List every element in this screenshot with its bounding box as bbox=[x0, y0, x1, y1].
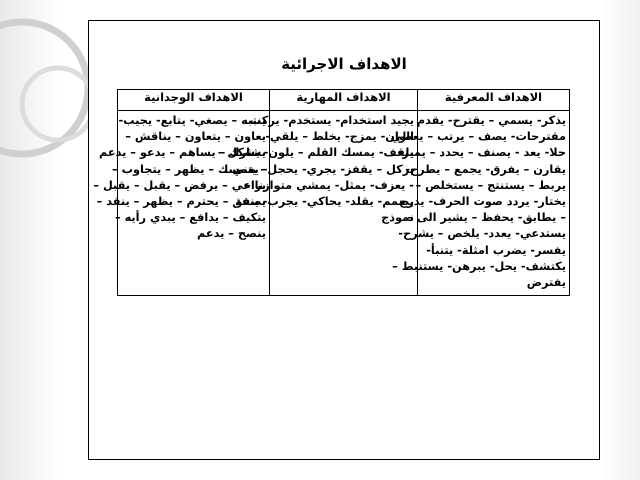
content-frame bbox=[88, 20, 600, 460]
list-item: ينصح – يدعم bbox=[197, 227, 266, 241]
table-row bbox=[118, 111, 570, 296]
list-item: – يطابق- يحفظ – يشير الى – bbox=[407, 211, 566, 225]
list-item: يركل – يقفز- يجري- يحجل- يغني bbox=[232, 162, 414, 176]
list-item: يقارن – يفرق- يجمع – يطرح- bbox=[405, 162, 566, 176]
list-item: يجيد استخدام- يستخدم- يركب bbox=[249, 114, 414, 127]
list-item: الوان- يمزج- يخلط – يلقي- bbox=[265, 130, 414, 144]
cell-affective bbox=[93, 111, 270, 296]
list-item: يصمم- يقلد- يحاكي- يجرب- ينفذ bbox=[235, 195, 414, 209]
list-item: يشارك – يساهم – يدعو – يدعم bbox=[99, 146, 266, 160]
list-item: ينتبه – يصغي- يتابع- يجيب- bbox=[118, 114, 266, 127]
header-cognitive: الاهداف المعرفية bbox=[418, 90, 570, 111]
list-item: يكتشف- يحل- يبرهن- يستنبط – bbox=[392, 259, 566, 273]
list-item: يصفق – يحترم – يظهر – ينقد – bbox=[96, 195, 266, 209]
list-item: يربط – يستنتج – يستخلص – bbox=[415, 178, 566, 192]
list-item: يفسر- يضرب امثلة- يتنبأ- bbox=[426, 243, 566, 257]
list-item: حلا- يعد - يصنف – يحدد – يميز- bbox=[397, 146, 566, 160]
list-item: يستدعي- يعدد- يلخص – يشرح- bbox=[398, 227, 566, 241]
list-item: - يعزف- يمثل- يمشي متوازنا – bbox=[245, 178, 414, 192]
objectives-table bbox=[93, 89, 570, 296]
list-item: يذكر- يسمي – يقترح- يقدم bbox=[416, 114, 566, 127]
list-item: يفترض bbox=[526, 276, 566, 290]
header-affective: الاهداف الوجدانية bbox=[118, 90, 270, 111]
page-title: الاهداف الاجرائية bbox=[281, 55, 407, 73]
list-item: يختار- يردد صوت الحرف- يدرج bbox=[399, 195, 566, 209]
list-item: – يتمسك – يظهر – يتجاوب – bbox=[112, 162, 266, 176]
header-skills: الاهداف المهارية bbox=[270, 90, 418, 111]
list-item: يراعي – يرفض – يقبل – يقبل – bbox=[93, 178, 266, 192]
list-item: نموذج bbox=[381, 211, 414, 225]
list-item: يعاون – يتعاون – يناقش – bbox=[125, 130, 266, 144]
list-item: مقترحات- يصف – يرتب – يعطي bbox=[390, 130, 566, 144]
list-item: يتكيف – يدافع – يبدي رأيه – bbox=[115, 211, 266, 225]
list-item: يلقف- يمسك القلم – يلون- يشكل – bbox=[217, 146, 414, 160]
header-row bbox=[118, 90, 570, 111]
